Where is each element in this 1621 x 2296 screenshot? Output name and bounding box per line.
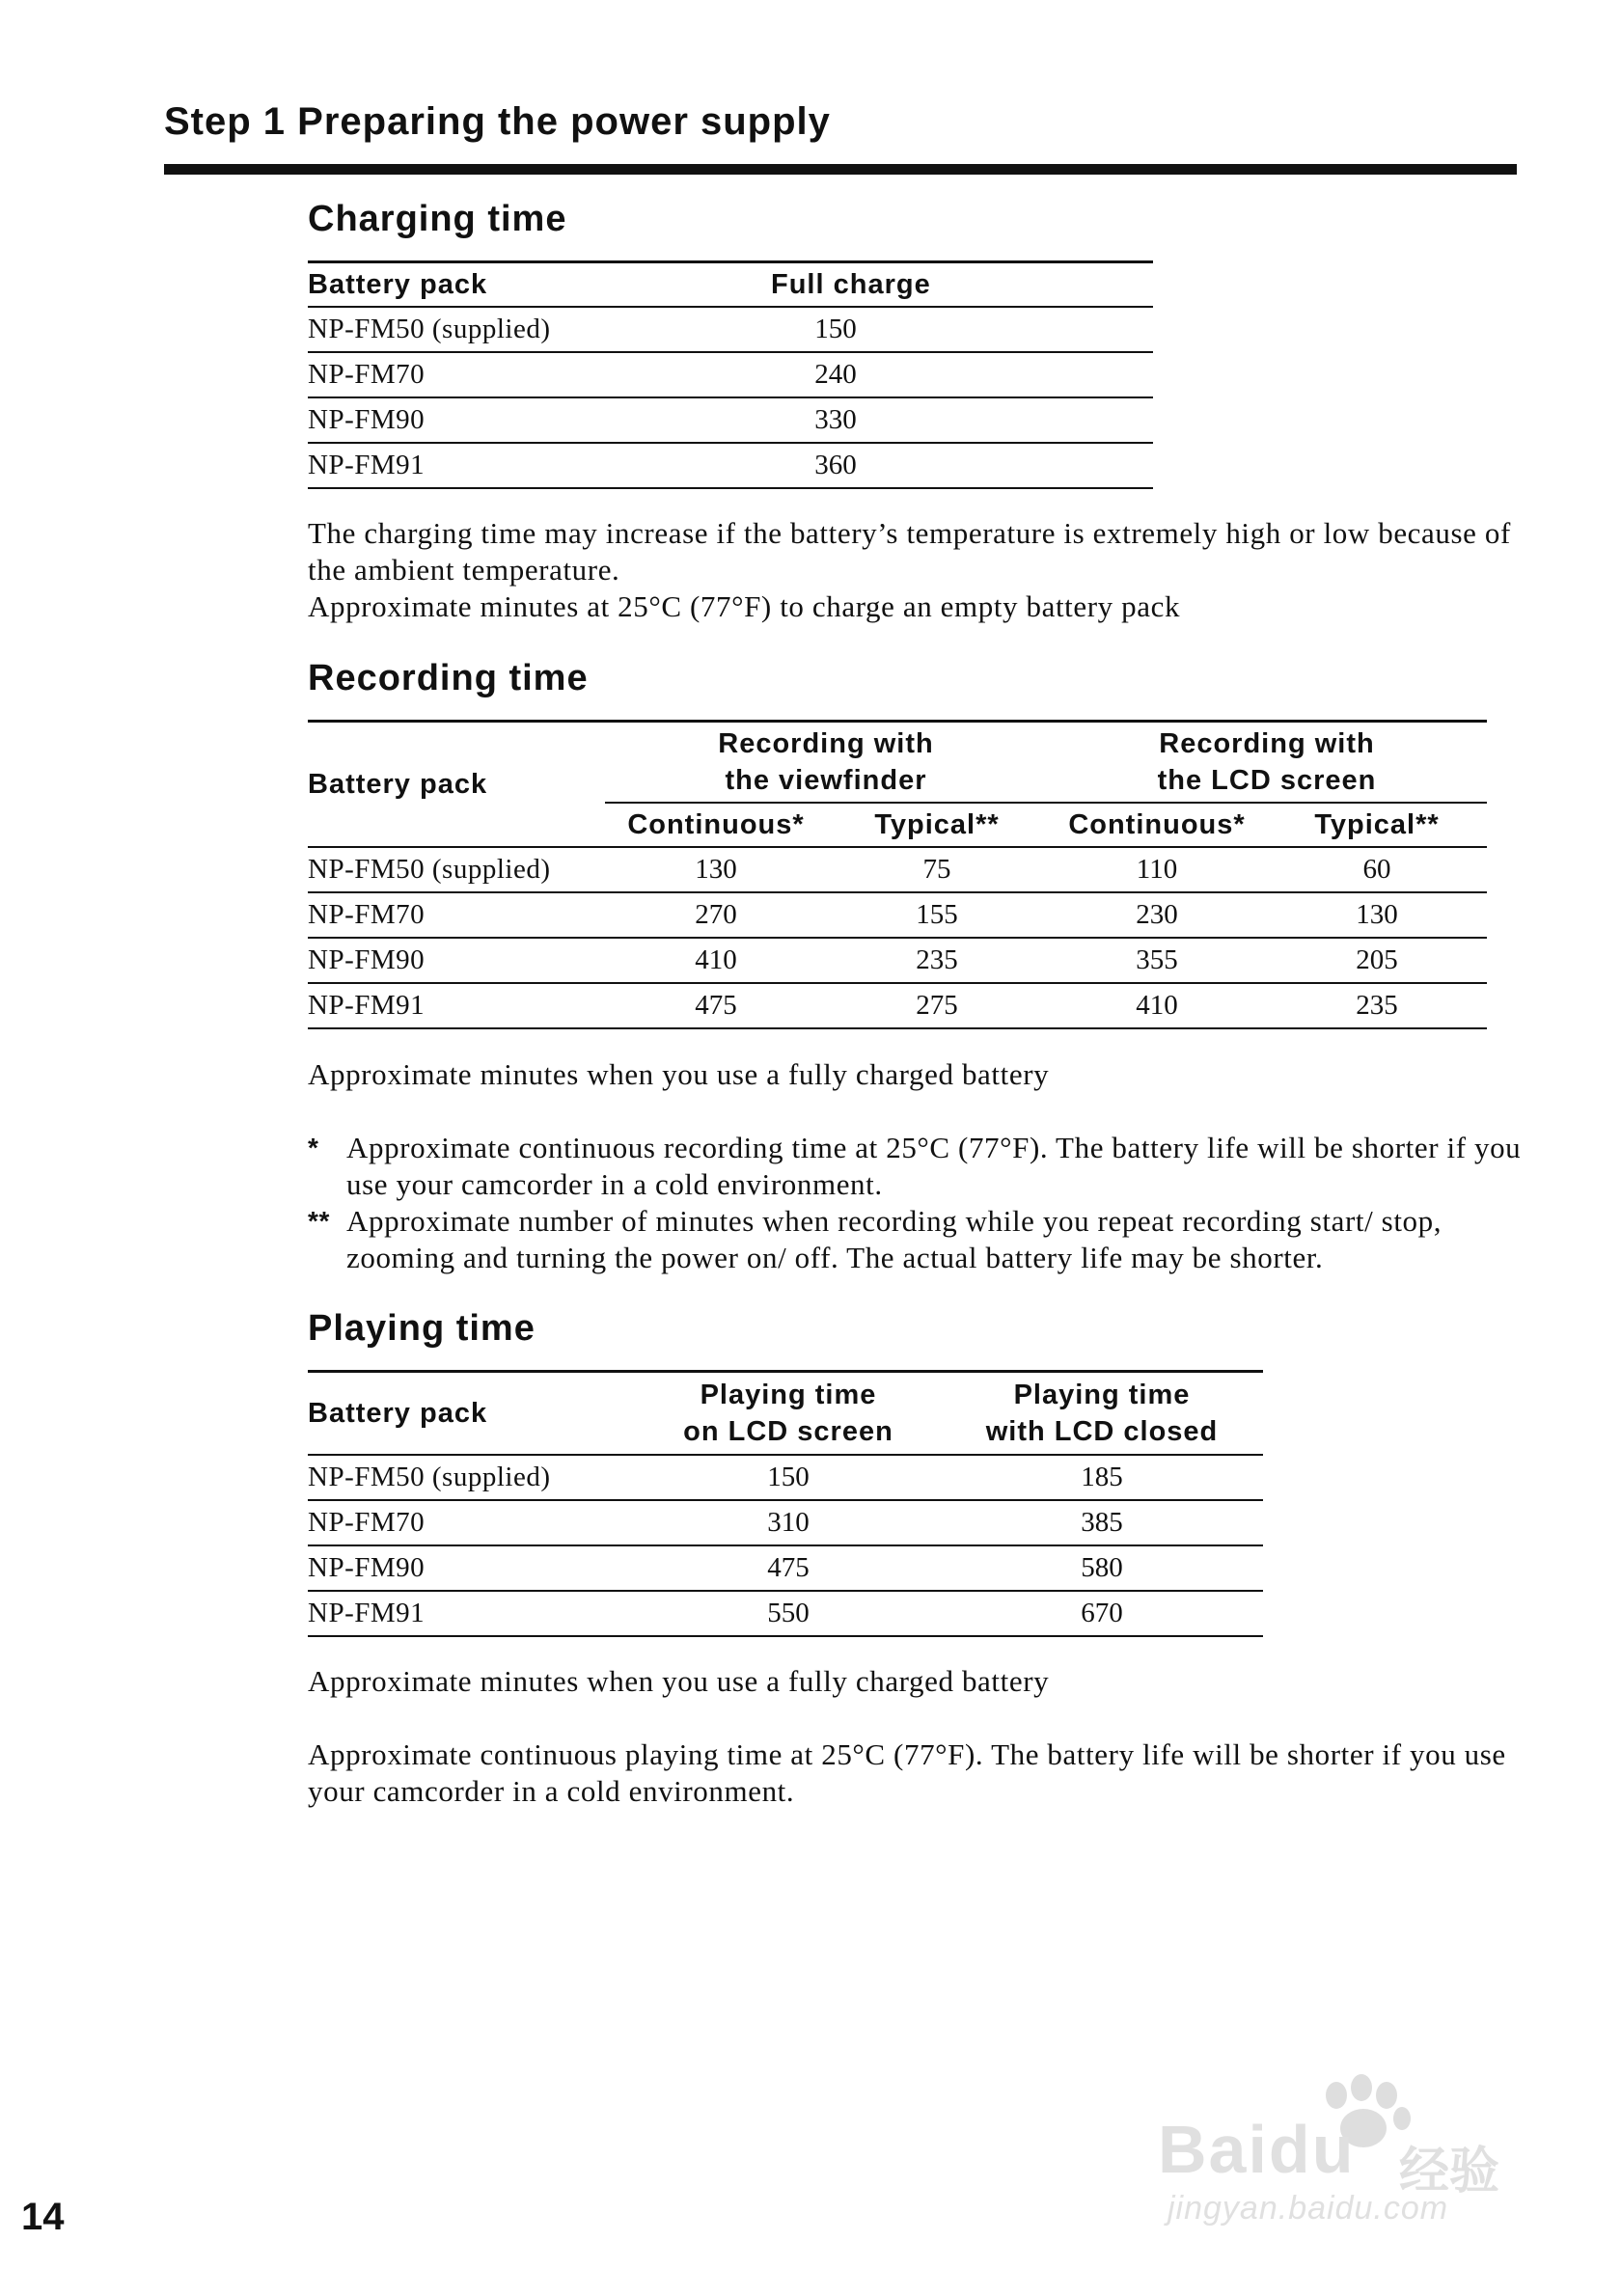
recording-value: 235 — [1267, 983, 1487, 1028]
playing-value: 150 — [636, 1455, 941, 1500]
watermark-cn: 经验 — [1399, 2143, 1500, 2200]
footnote-mark: * — [308, 1133, 319, 1162]
recording-value: 355 — [1047, 938, 1267, 983]
playing-note: Approximate minutes when you use a fully charged battery — [308, 1664, 1050, 1698]
footnote-text: Approximate continuous recording time at 25°C (77°F). The battery life will be shorter if you use your camcorder in a cold environment. — [346, 1131, 1522, 1201]
table-row — [308, 1500, 1263, 1545]
battery-name: NP-FM91 — [308, 983, 605, 1028]
footnote-mark: ** — [308, 1206, 330, 1236]
playing-value: 580 — [941, 1545, 1263, 1591]
playing-note-cold: Approximate continuous playing time at 25°C (77°F). The battery life will be shorter if you use your camcorder in a cold environment. — [308, 1737, 1506, 1808]
charging-value: 360 — [771, 443, 1153, 488]
playing-value: 670 — [941, 1591, 1263, 1636]
table-row — [308, 397, 1153, 443]
footnote-typical — [308, 1203, 1543, 1276]
recording-note: Approximate minutes when you use a fully charged battery — [308, 1057, 1050, 1091]
battery-name: NP-FM70 — [308, 892, 605, 938]
page-number: 14 — [21, 2196, 65, 2238]
battery-name: NP-FM90 — [308, 1545, 636, 1591]
battery-name: NP-FM70 — [308, 352, 771, 397]
battery-name: NP-FM50 (supplied) — [308, 847, 605, 892]
recording-table — [308, 720, 1487, 1029]
recording-value: 235 — [827, 938, 1047, 983]
battery-name: NP-FM91 — [308, 1591, 636, 1636]
recording-header-lcd-typical: Typical** — [1267, 803, 1487, 847]
charging-title: Charging time — [308, 199, 567, 239]
recording-value: 110 — [1047, 847, 1267, 892]
table-row — [308, 1455, 1263, 1500]
recording-header-lcd: Recording with the LCD screen — [1047, 722, 1487, 804]
watermark-url: jingyan.baidu.com — [1168, 2190, 1449, 2227]
playing-title: Playing time — [308, 1308, 536, 1349]
recording-value: 270 — [605, 892, 827, 938]
table-row — [308, 892, 1487, 938]
recording-title: Recording time — [308, 658, 589, 698]
charging-value: 330 — [771, 397, 1153, 443]
recording-value: 130 — [1267, 892, 1487, 938]
charging-value: 150 — [771, 307, 1153, 352]
watermark — [1148, 2074, 1534, 2227]
charging-header-battery: Battery pack — [308, 262, 771, 308]
battery-name: NP-FM90 — [308, 938, 605, 983]
footnote-text: Approximate number of minutes when recording while you repeat recording start/ stop, zooming and turning the power on/ off. The actual battery life may be shorter. — [346, 1204, 1442, 1274]
recording-value: 155 — [827, 892, 1047, 938]
battery-name: NP-FM91 — [308, 443, 771, 488]
playing-value: 310 — [636, 1500, 941, 1545]
recording-value: 205 — [1267, 938, 1487, 983]
watermark-brand: Baidu — [1158, 2112, 1356, 2187]
table-row — [308, 847, 1487, 892]
playing-value: 385 — [941, 1500, 1263, 1545]
table-row — [308, 1591, 1263, 1636]
charging-note-minutes: Approximate minutes at 25°C (77°F) to charge an empty battery pack — [308, 589, 1181, 623]
charging-value: 240 — [771, 352, 1153, 397]
recording-header-viewfinder: Recording with the viewfinder — [605, 722, 1047, 804]
charging-table — [308, 260, 1153, 489]
charging-note-temperature: The charging time may increase if the battery’s temperature is extremely high or low because of the ambient temperature. — [308, 516, 1511, 587]
recording-value: 130 — [605, 847, 827, 892]
table-row — [308, 938, 1487, 983]
recording-header-vf-typical: Typical** — [827, 803, 1047, 847]
recording-value: 475 — [605, 983, 827, 1028]
recording-value: 60 — [1267, 847, 1487, 892]
recording-value: 230 — [1047, 892, 1267, 938]
table-row — [308, 352, 1153, 397]
page-header: Step 1 Preparing the power supply — [164, 100, 831, 143]
playing-header-lcd-screen: Playing time on LCD screen — [636, 1372, 941, 1456]
recording-value: 410 — [1047, 983, 1267, 1028]
playing-header-battery: Battery pack — [308, 1372, 636, 1456]
header-rule — [164, 164, 1517, 175]
playing-value: 185 — [941, 1455, 1263, 1500]
recording-value: 275 — [827, 983, 1047, 1028]
playing-header-lcd-closed: Playing time with LCD closed — [941, 1372, 1263, 1456]
recording-header-lcd-continuous: Continuous* — [1047, 803, 1267, 847]
table-row — [308, 443, 1153, 488]
playing-value: 550 — [636, 1591, 941, 1636]
recording-value: 410 — [605, 938, 827, 983]
playing-table — [308, 1370, 1263, 1637]
recording-header-battery: Battery pack — [308, 769, 488, 800]
battery-name: NP-FM90 — [308, 397, 771, 443]
recording-value: 75 — [827, 847, 1047, 892]
table-row — [308, 307, 1153, 352]
table-row — [308, 1545, 1263, 1591]
battery-name: NP-FM50 (supplied) — [308, 307, 771, 352]
charging-header-full: Full charge — [771, 262, 1153, 308]
table-row — [308, 983, 1487, 1028]
footnote-continuous — [308, 1130, 1543, 1203]
battery-name: NP-FM70 — [308, 1500, 636, 1545]
recording-header-vf-continuous: Continuous* — [605, 803, 827, 847]
playing-value: 475 — [636, 1545, 941, 1591]
battery-name: NP-FM50 (supplied) — [308, 1455, 636, 1500]
